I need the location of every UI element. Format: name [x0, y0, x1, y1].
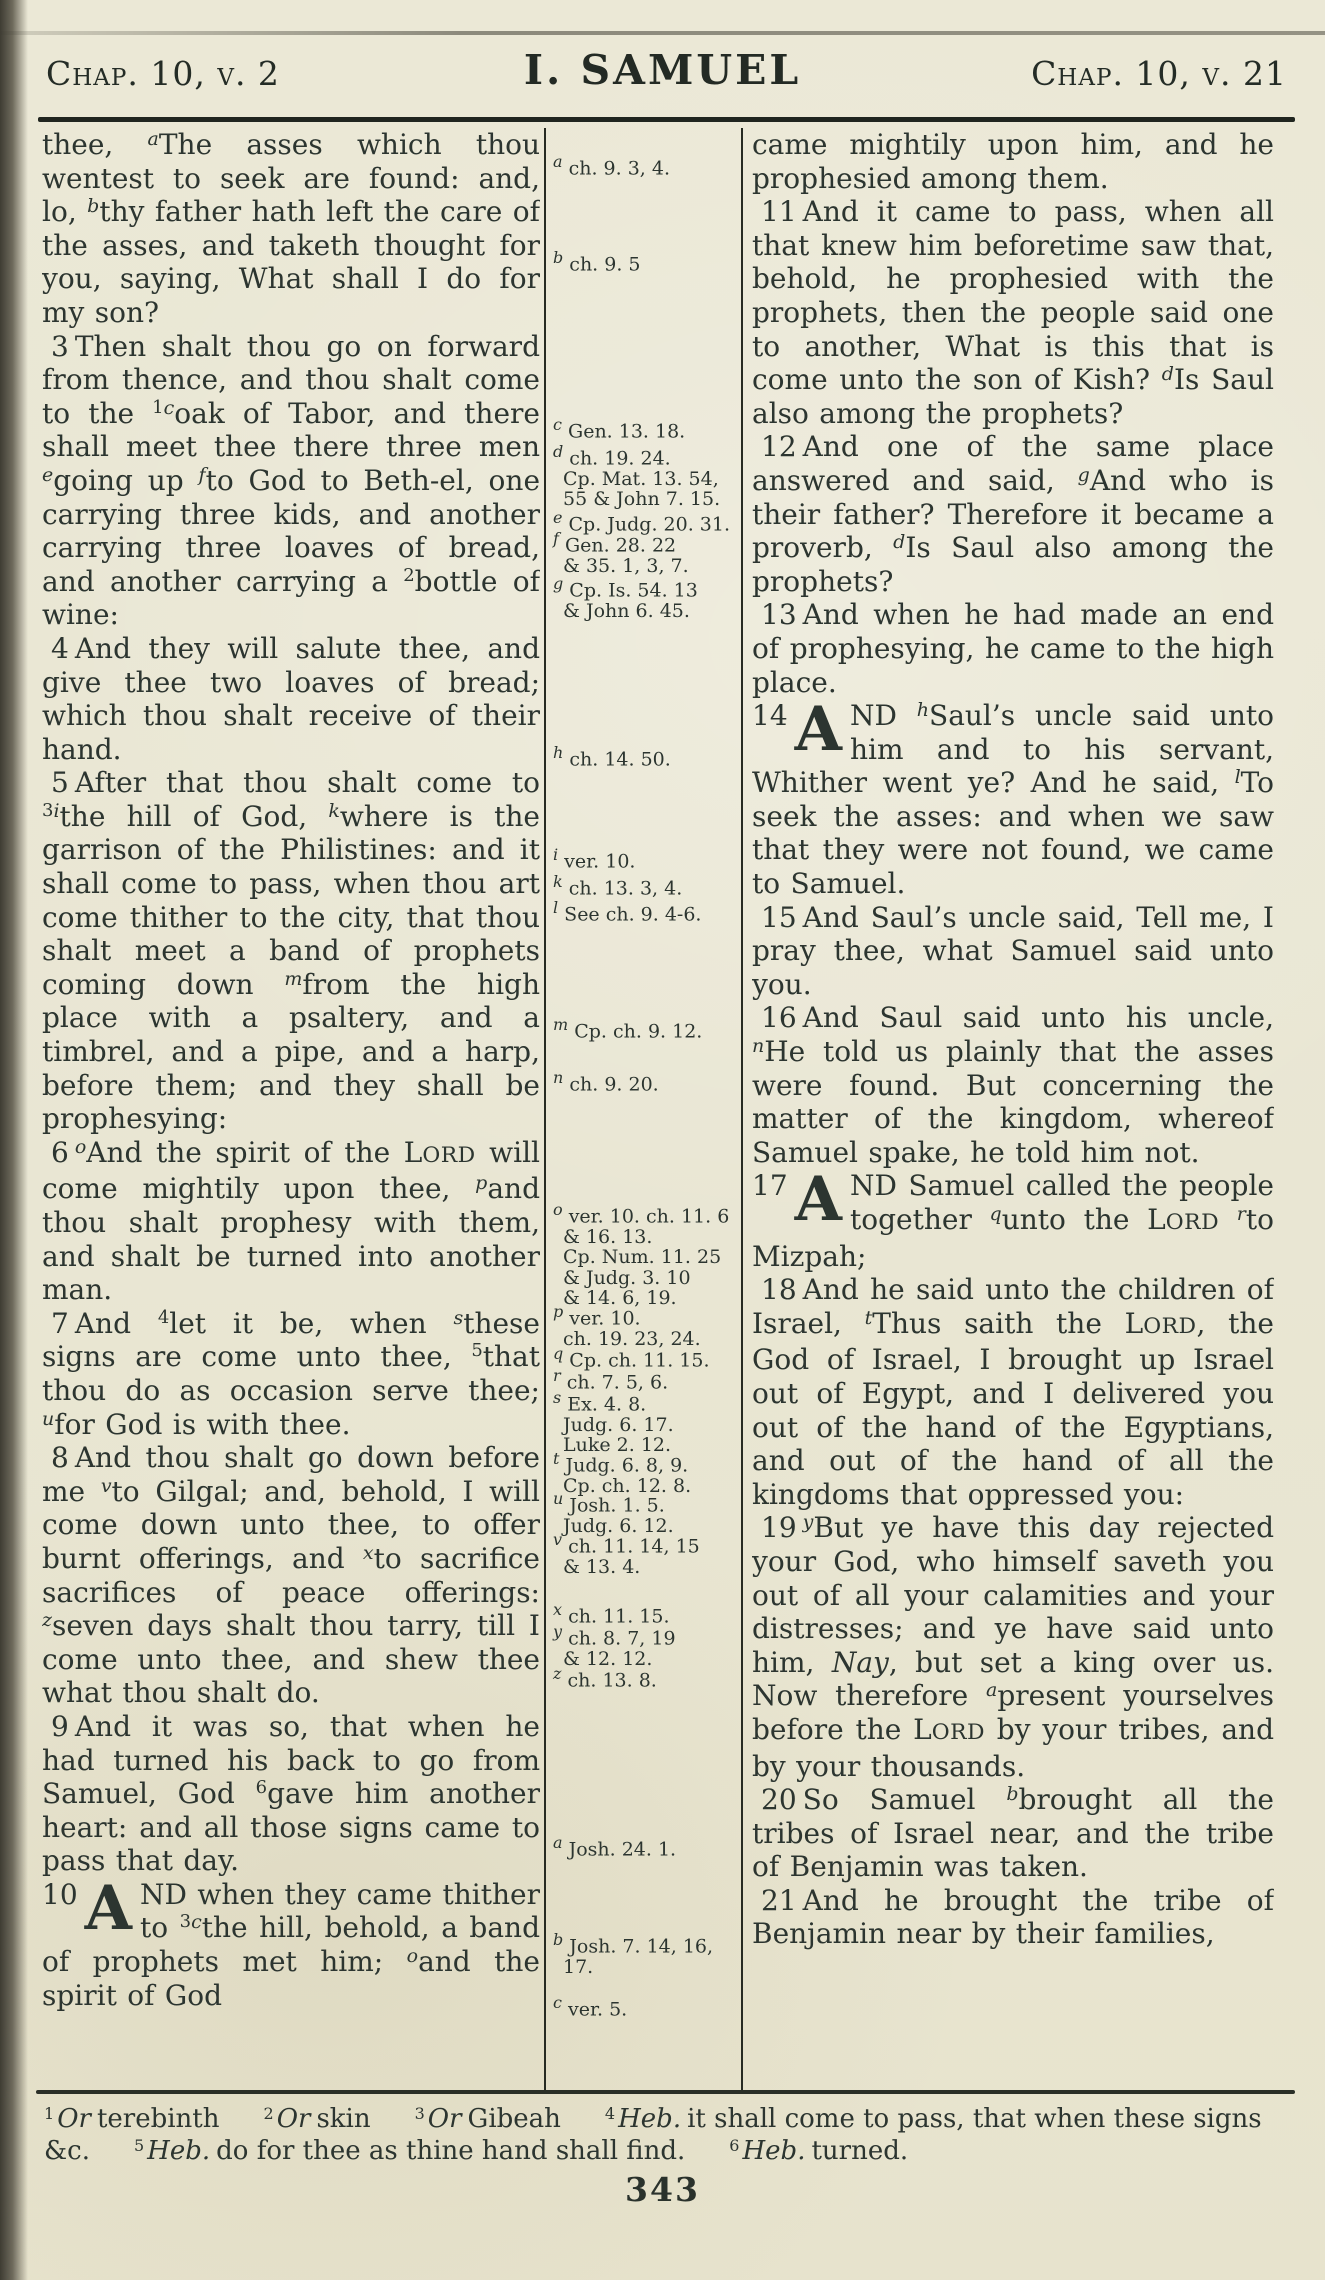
dropcap-block: [752, 694, 843, 766]
crossref-marker: h: [916, 699, 930, 722]
crossref-b: [553, 248, 735, 275]
footnote-number: 4: [604, 2104, 616, 2123]
footnotes: [44, 2104, 1285, 2167]
crossref-letter: n: [553, 1068, 564, 1087]
crossref-marker: n: [752, 1035, 765, 1058]
crossref-line: $^n$ ch. 9. 20.: [553, 1068, 659, 1096]
crossref-k: [553, 872, 735, 899]
crossref-marker: q: [989, 1203, 1002, 1225]
verse-number: 18: [761, 1273, 797, 1307]
crossref-line: $^b$ ch. 9. 5: [553, 248, 641, 276]
crossref-marker: r: [1236, 1203, 1246, 1225]
crossref-letter: t: [553, 1449, 560, 1468]
crossref-continuation: Cp. ch. 12. 8.: [563, 1474, 692, 1497]
crossref-continuation: Cp. Mat. 13. 54,: [563, 467, 719, 490]
crossref-line: $^a$ Josh. 24. 1.: [553, 1833, 677, 1861]
column-divider-left: [544, 128, 546, 2090]
footnote-marker: 3: [42, 799, 54, 821]
footnote-item: $^1$ Or terebinth: [44, 2104, 220, 2134]
crossref-marker: b: [87, 195, 100, 218]
crossref-line: $^r$ ch. 7. 5, 6.: [553, 1366, 669, 1394]
crossref-column: [553, 128, 735, 2086]
crossref-marker: p: [475, 1172, 488, 1195]
page-top-edge: [0, 31, 1325, 35]
dropcap-block: [752, 1164, 843, 1236]
crossref-letter: c: [553, 1993, 562, 2012]
footnote-tag: Or: [57, 2104, 91, 2134]
verse-number: 7: [51, 1306, 69, 1340]
drop-cap: A: [84, 1872, 133, 1944]
crossref-letter: m: [553, 1015, 569, 1034]
crossref-letter: b: [553, 1930, 564, 1949]
crossref-line: $^u$ Josh. 1. 5.: [553, 1489, 665, 1517]
crossref-letter: s: [553, 1388, 562, 1407]
crossref-m: [553, 1015, 735, 1042]
footnote-marker: 5: [471, 1340, 483, 1362]
crossref-marker: i: [53, 799, 60, 822]
crossref-line: $^m$ Cp. ch. 9. 12.: [553, 1015, 703, 1043]
crossref-line: $^s$ Ex. 4. 8.: [553, 1388, 647, 1416]
verse-3-paragraph: 3 Then shalt thou go on forward from thence, and thou shalt come to the $^{1c}$oak of Tabor, and there shall meet thee there three men $^e$going up $^f$to God to Beth-el, one carrying three kids, and another carrying three loaves of bread, and another carrying a $^2$bottle of wine:: [42, 329, 540, 632]
crossref-letter: e: [553, 508, 563, 527]
crossref-l: [553, 898, 735, 925]
crossref-i: [553, 845, 735, 872]
crossref-b2: [553, 1930, 735, 1977]
verse-20-paragraph: 20 So Samuel $^b$brought all the tribes of Israel near, and the tribe of Benjamin was taken.: [752, 1783, 1274, 1884]
crossref-marker: a: [985, 1679, 998, 1702]
crossref-line: $^a$ ch. 9. 3, 4.: [553, 152, 671, 180]
crossref-marker: c: [163, 396, 175, 419]
verse-6-paragraph: 6 $^o$And the spirit of the LORD will come mightily upon thee, $^p$and thou shalt prophesy with them, and shalt be turned into another man.: [42, 1135, 540, 1307]
footnote-item: $^6$ Heb. turned.: [729, 2135, 909, 2166]
small-caps-lord: LORD: [1147, 1203, 1220, 1236]
footnote-rule: [36, 2090, 1295, 2094]
crossref-line: $^t$ Judg. 6. 8, 9.: [553, 1449, 689, 1477]
running-head-left: Chap. 10, v. 2: [46, 54, 280, 93]
footnote-tag: Or: [276, 2104, 311, 2134]
crossref-marker: d: [1161, 363, 1174, 386]
crossref-letter: q: [553, 1344, 564, 1363]
footnote-item: $^5$ Heb. do for thee as thine hand shall find.: [133, 2135, 686, 2166]
crossref-letter: i: [553, 845, 559, 864]
column-divider-right: [741, 128, 743, 2090]
footnote-item: $^4$ Heb. it shall come to pass, that when these signs &c.: [44, 2104, 1262, 2166]
verse-9-paragraph: 9 And it was so, that when he had turned his back to go from Samuel, God $^6$gave him another heart: and all those signs came to pass that day.: [42, 1709, 540, 1878]
crossref-h: [553, 743, 735, 770]
verse-number: 3: [51, 329, 69, 363]
crossref-marker: o: [74, 1135, 87, 1158]
verse-number: 21: [761, 1883, 797, 1917]
verse-number: 12: [761, 430, 797, 464]
crossref-letter: u: [553, 1489, 564, 1508]
crossref-letter: c: [553, 415, 562, 434]
header-rule: [38, 117, 1295, 122]
verse-14-paragraph: 14 A ND $^h$Saul’s uncle said unto him and to his servant, Whither went ye? And he said, $^l$To seek the asses: and when we saw that they were not found, we came to Samuel.: [752, 694, 1274, 901]
crossref-line: $^p$ ver. 10.: [553, 1302, 641, 1330]
crossref-marker: g: [1077, 463, 1090, 486]
crossref-letter: a: [553, 152, 563, 171]
footnote-item: $^3$ Or Gibeah: [414, 2104, 561, 2134]
verse-18-paragraph: 18 And he said unto the children of Israel, $^t$Thus saith the LORD, the God of Israel, I brought up Israel out of Egypt, and I delivered you out of the hand of the Egyptians, and out of the hand of all the kingdoms that oppressed you:: [752, 1273, 1274, 1511]
crossref-line: $^i$ ver. 10.: [553, 845, 636, 873]
crossref-marker: y: [802, 1511, 814, 1534]
crossref-marker: s: [453, 1306, 464, 1329]
crossref-line: $^g$ Cp. Is. 54. 13: [553, 574, 698, 602]
crossref-line: $^f$ Gen. 28. 22: [553, 529, 677, 557]
crossref-marker: e: [42, 463, 54, 486]
crossref-o: [553, 1200, 735, 1309]
footnote-marker: 6: [255, 1777, 268, 1799]
crossref-line: $^z$ ch. 13. 8.: [553, 1664, 657, 1692]
crossref-marker: o: [406, 1945, 419, 1968]
footnote-number: 6: [729, 2135, 740, 2155]
crossref-z: [553, 1664, 735, 1691]
crossref-a2: [553, 1833, 735, 1860]
crossref-letter: v: [553, 1530, 563, 1549]
crossref-line: $^c$ ver. 5.: [553, 1993, 628, 2021]
crossref-continuation: & 16. 13.: [563, 1225, 653, 1248]
crossref-letter: d: [553, 442, 564, 461]
crossref-g: [553, 574, 735, 621]
verse-number: 5: [51, 766, 69, 800]
crossref-letter: k: [553, 872, 563, 891]
crossref-line: $^k$ ch. 13. 3, 4.: [553, 872, 683, 900]
book-title: I. SAMUEL: [523, 46, 802, 94]
crossref-marker: x: [362, 1541, 374, 1564]
footnote-tag: Heb.: [147, 2135, 211, 2166]
small-caps-lord: LORD: [1124, 1306, 1197, 1340]
verse-number: 19: [761, 1511, 797, 1545]
crossref-line: $^b$ Josh. 7. 14, 16,: [553, 1930, 714, 1958]
crossref-marker: m: [284, 967, 303, 990]
crossref-line: $^x$ ch. 11. 15.: [553, 1600, 670, 1628]
footnote-item: $^2$ Or skin: [263, 2104, 371, 2134]
crossref-continuation: & 14. 6, 19.: [563, 1287, 677, 1310]
crossref-letter: a: [553, 1833, 563, 1852]
crossref-marker: t: [864, 1306, 873, 1329]
verse-15-paragraph: 15 And Saul’s uncle said, Tell me, I pray thee, what Samuel said unto you.: [752, 900, 1274, 1001]
crossref-marker: l: [1234, 766, 1241, 789]
footnote-number: 1: [44, 2104, 55, 2123]
verse-17-paragraph: 17 A ND Samuel called the people together $^q$unto the LORD $^r$to Mizpah;: [752, 1164, 1274, 1273]
crossref-letter: r: [553, 1366, 561, 1385]
crossref-line: $^e$ Cp. Judg. 20. 31.: [553, 508, 731, 536]
verse-number: 9: [51, 1709, 69, 1743]
crossref-letter: p: [553, 1302, 564, 1321]
crossref-continuation: 17.: [563, 1955, 594, 1978]
crossref-marker: v: [100, 1474, 112, 1497]
crossref-line: $^h$ ch. 14. 50.: [553, 743, 671, 771]
verse-10-paragraph: 10 A ND when they came thither to $^{3c}$the hill, behold, a band of prophets met him; $^o$and the spirit of God: [42, 1872, 540, 2012]
crossref-continuation: & John 6. 45.: [563, 599, 690, 622]
verse-5-paragraph: 5 After that thou shalt come to $^{3i}$the hill of God, $^k$where is the garrison of the Philistines: and it shall come to pass, when thou art come thither to the city, that thou shalt meet a band of prophets coming down $^m$from the high place with a psaltery, and a timbrel, and a pipe, and a harp, before them; and they shall be prophesying:: [42, 766, 540, 1136]
verse-7-paragraph: 7 And $^4$let it be, when $^s$these signs are come unto thee, $^5$that thou do as occasion serve thee; $^u$for God is with thee.: [42, 1306, 540, 1441]
italic-text: Nay: [831, 1645, 889, 1679]
crossref-letter: x: [553, 1600, 563, 1619]
crossref-marker: a: [147, 128, 159, 150]
crossref-continuation: Luke 2. 12.: [563, 1434, 672, 1457]
verse-number: 17: [752, 1169, 788, 1203]
verse-4-paragraph: 4 And they will salute thee, and give thee two loaves of bread; which thou shalt receive of their hand.: [42, 631, 540, 766]
verse-number: 8: [51, 1441, 69, 1475]
footnote-tag: Heb.: [742, 2135, 806, 2166]
verse-13-paragraph: 13 And when he had made an end of prophesying, he came to the high place.: [752, 598, 1274, 699]
crossref-marker: d: [893, 531, 906, 554]
verse-number: 10: [42, 1877, 78, 1911]
crossref-line: $^y$ ch. 8. 7, 19: [553, 1622, 676, 1650]
continuation-paragraph: came mightily upon him, and he prophesied among them.: [752, 128, 1274, 195]
scripture-column-right: [752, 128, 1274, 2086]
verse-19-paragraph: 19 $^y$But ye have this day rejected your God, who himself saveth you out of all your calamities and your distresses; and ye have said unto him, Nay, but set a king over us. Now therefore $^a$present yourselves before the LORD by your tribes, and by your thousands.: [752, 1511, 1274, 1783]
running-head-right: Chap. 10, v. 21: [1031, 54, 1287, 93]
small-caps-lord: LORD: [913, 1712, 986, 1746]
verse-number: 6: [51, 1135, 69, 1169]
crossref-continuation: ch. 19. 23, 24.: [563, 1327, 701, 1350]
dropcap-block: [42, 1872, 133, 1944]
footnote-marker: 1: [152, 396, 164, 418]
crossref-letter: o: [553, 1200, 563, 1219]
verse-16-paragraph: 16 And Saul said unto his uncle, $^n$He told us plainly that the asses were found. But concerning the matter of the kingdom, whereof Samuel spake, he told him not.: [752, 1001, 1274, 1169]
verse-11-paragraph: 11 And it came to pass, when all that knew him beforetime saw that, behold, he prophesied with the prophets, then the people said one to another, What is this that is come unto the son of Kish? $^d$Is Saul also among the prophets?: [752, 195, 1274, 430]
crossref-continuation: & 13. 4.: [563, 1555, 641, 1578]
verse-number: 11: [761, 195, 797, 229]
crossref-letter: y: [553, 1622, 563, 1641]
crossref-marker: b: [1006, 1783, 1019, 1806]
crossref-c: [553, 415, 735, 442]
crossref-marker: z: [42, 1609, 53, 1632]
crossref-line: $^o$ ver. 10. ch. 11. 6: [553, 1200, 730, 1228]
crossref-f: [553, 529, 735, 576]
footnote-marker: 4: [157, 1306, 170, 1328]
footnote-tag: Heb.: [618, 2104, 682, 2134]
crossref-line: $^v$ ch. 11. 14, 15: [553, 1530, 700, 1558]
crossref-continuation: 55 & John 7. 15.: [563, 488, 721, 511]
crossref-d: [553, 442, 735, 510]
crossref-continuation: Judg. 6. 12.: [563, 1514, 674, 1537]
verse-number: 16: [761, 1001, 797, 1035]
crossref-line: $^d$ ch. 19. 24.: [553, 442, 671, 470]
footnote-marker: 3: [179, 1911, 192, 1933]
crossref-marker: k: [328, 799, 340, 822]
verse-number: 14: [752, 699, 788, 733]
crossref-marker: c: [191, 1911, 202, 1934]
crossref-letter: z: [553, 1664, 562, 1683]
continuation-paragraph: thee, $^a$The asses which thou wentest to seek are found: and, lo, $^b$thy father hath left the care of the asses, and taketh thought for you, saying, What shall I do for my son?: [42, 128, 540, 329]
footnote-number: 3: [414, 2104, 425, 2123]
crossref-marker: f: [198, 463, 206, 486]
crossref-continuation: Cp. Num. 11. 25: [563, 1246, 722, 1269]
crossref-p: [553, 1302, 735, 1349]
scripture-column-left: [42, 128, 540, 2086]
crossref-a: [553, 152, 735, 179]
crossref-letter: h: [553, 743, 564, 762]
drop-cap: A: [794, 1164, 843, 1236]
binding-gutter-shadow: [0, 0, 28, 2280]
crossref-v: [553, 1530, 735, 1577]
verse-8-paragraph: 8 And thou shalt go down before me $^v$to Gilgal; and, behold, I will come down unto thee, to offer burnt offerings, and $^x$to sacrifice sacrifices of peace offerings: $^z$seven days shalt thou tarry, till I come unto thee, and shew thee what thou shalt do.: [42, 1441, 540, 1710]
verse-number: 13: [761, 598, 797, 632]
crossref-letter: b: [553, 248, 564, 267]
footnote-number: 2: [263, 2104, 274, 2123]
drop-cap: A: [794, 694, 843, 766]
small-caps-lord: LORD: [403, 1135, 476, 1169]
crossref-letter: f: [553, 529, 559, 548]
crossref-letter: g: [553, 574, 564, 593]
crossref-continuation: Judg. 6. 17.: [563, 1413, 674, 1436]
crossref-s: [553, 1388, 735, 1456]
crossref-continuation: & 35. 1, 3, 7.: [563, 554, 689, 577]
crossref-line: $^c$ Gen. 13. 18.: [553, 415, 686, 443]
verse-number: 20: [761, 1783, 797, 1817]
footnote-marker: 2: [403, 564, 415, 586]
crossref-continuation: & Judg. 3. 10: [563, 1266, 691, 1289]
footnote-tag: Or: [427, 2104, 462, 2134]
crossref-continuation: & 12. 12.: [563, 1647, 653, 1670]
footnote-number: 5: [133, 2135, 145, 2155]
verse-12-paragraph: 12 And one of the same place answered and said, $^g$And who is their father? Therefore it became a proverb, $^d$Is Saul also among the prophets?: [752, 430, 1274, 598]
crossref-line: $^l$ See ch. 9. 4-6.: [553, 898, 702, 926]
verse-21-paragraph: 21 And he brought the tribe of Benjamin near by their families,: [752, 1883, 1274, 1951]
crossref-y: [553, 1622, 735, 1669]
crossref-letter: l: [553, 898, 559, 917]
page-number: 343: [625, 2170, 700, 2209]
verse-number: 15: [761, 900, 797, 934]
crossref-c2: [553, 1993, 735, 2020]
crossref-line: $^q$ Cp. ch. 11. 15.: [553, 1344, 710, 1372]
verse-number: 4: [51, 631, 69, 665]
crossref-marker: u: [42, 1407, 55, 1430]
crossref-n: [553, 1068, 735, 1095]
